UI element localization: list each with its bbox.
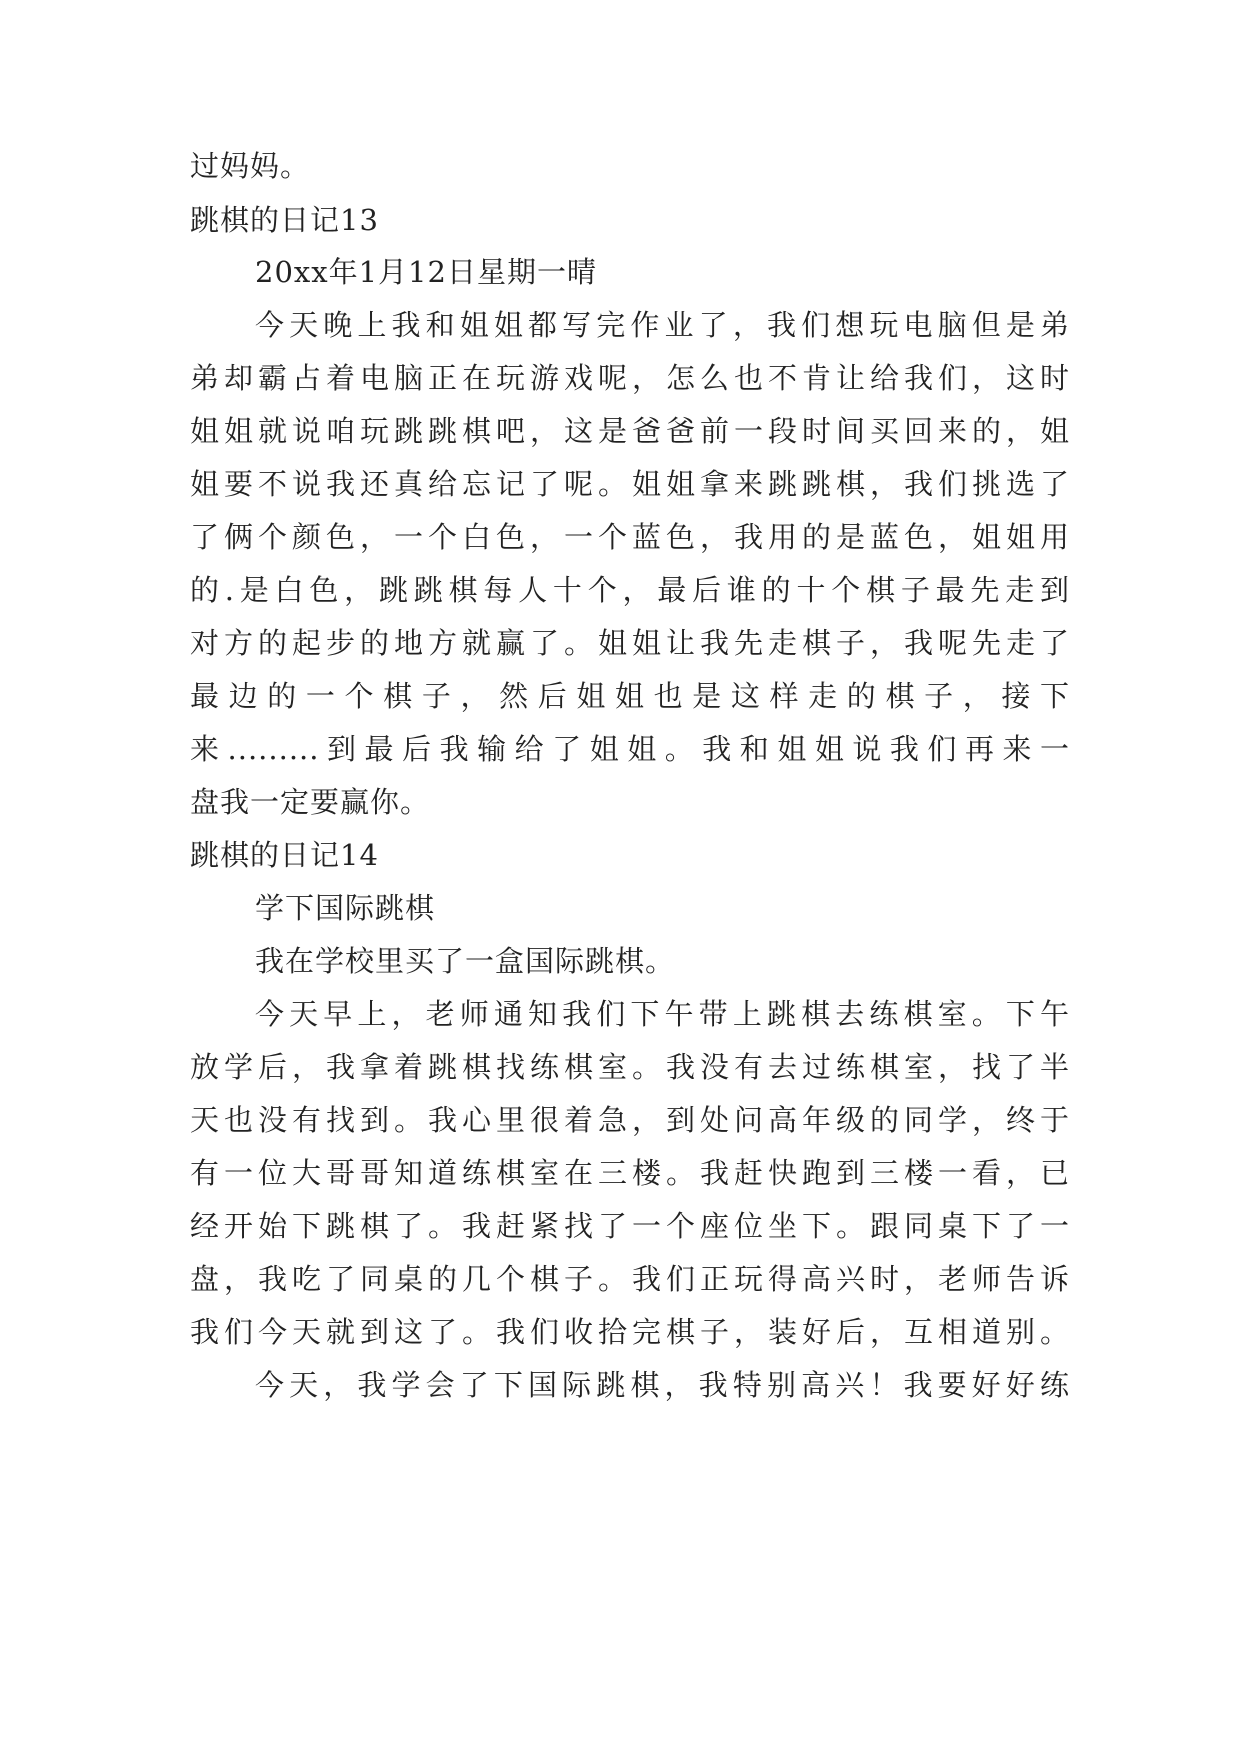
paragraph-line: 姐要不说我还真给忘记了呢。姐姐拿来跳跳棋，我们挑选了: [190, 467, 1070, 501]
paragraph-line: 有一位大哥哥知道练棋室在三楼。我赶快跑到三楼一看，已: [190, 1156, 1070, 1190]
paragraph-line: 了俩个颜色，一个白色，一个蓝色，我用的是蓝色，姐姐用: [190, 520, 1070, 554]
paragraph-line: 过妈妈。: [190, 149, 311, 183]
paragraph-line: 最边的一个棋子，然后姐姐也是这样走的棋子，接下: [190, 679, 1070, 713]
paragraph-line: 经开始下跳棋了。我赶紧找了一个座位坐下。跟同桌下了一: [190, 1209, 1070, 1243]
section-heading: 跳棋的日记14: [190, 838, 379, 872]
paragraph-line: 我在学校里买了一盒国际跳棋。: [255, 944, 676, 978]
paragraph-line: 对方的起步的地方就赢了。姐姐让我先走棋子，我呢先走了: [190, 626, 1070, 660]
paragraph-line: 来.........到最后我输给了姐姐。我和姐姐说我们再来一: [190, 732, 1070, 766]
diary-date: 20xx年1月12日星期一晴: [255, 255, 597, 289]
paragraph-line: 姐姐就说咱玩跳跳棋吧，这是爸爸前一段时间买回来的，姐: [190, 414, 1070, 448]
paragraph-line: 弟却霸占着电脑正在玩游戏呢，怎么也不肯让给我们，这时: [190, 361, 1070, 395]
paragraph-line: 放学后，我拿着跳棋找练棋室。我没有去过练棋室，找了半: [190, 1050, 1070, 1084]
paragraph-line: 今天早上，老师通知我们下午带上跳棋去练棋室。下午: [255, 997, 1070, 1031]
paragraph-line: 盘我一定要赢你。: [190, 785, 431, 819]
paragraph-line: 天也没有找到。我心里很着急，到处问高年级的同学，终于: [190, 1103, 1070, 1137]
paragraph-line: 我们今天就到这了。我们收拾完棋子，装好后，互相道别。: [190, 1315, 1070, 1349]
paragraph-line: 今天晚上我和姐姐都写完作业了，我们想玩电脑但是弟: [255, 308, 1070, 342]
article-title: 学下国际跳棋: [255, 891, 436, 925]
paragraph-line: 今天，我学会了下国际跳棋，我特别高兴！我要好好练: [255, 1368, 1070, 1402]
paragraph-line: 的.是白色，跳跳棋每人十个，最后谁的十个棋子最先走到: [190, 573, 1070, 607]
paragraph-line: 盘，我吃了同桌的几个棋子。我们正玩得高兴时，老师告诉: [190, 1262, 1070, 1296]
section-heading: 跳棋的日记13: [190, 203, 379, 237]
